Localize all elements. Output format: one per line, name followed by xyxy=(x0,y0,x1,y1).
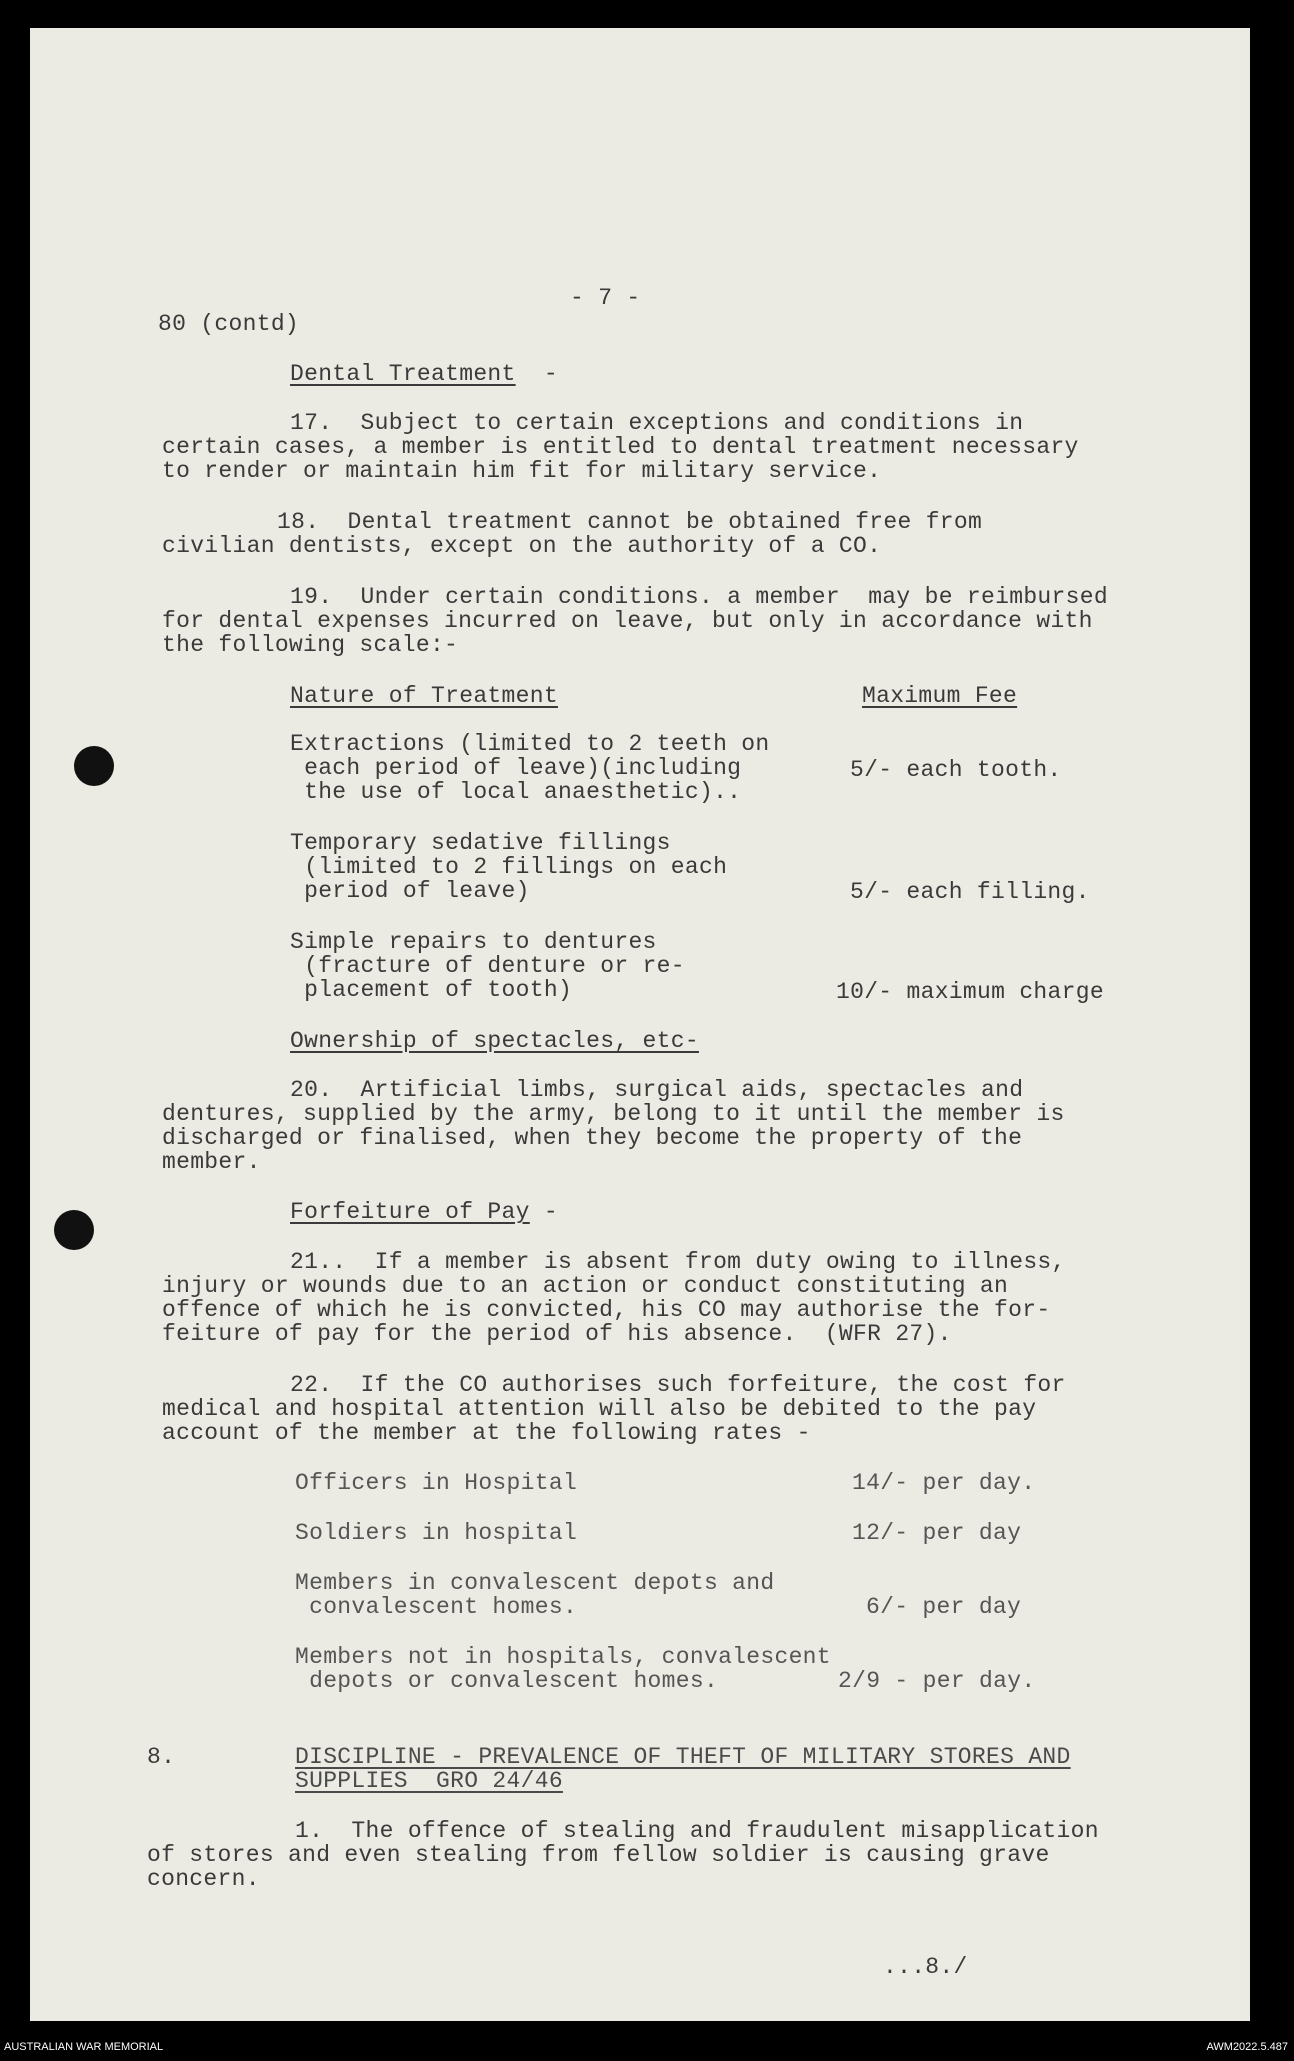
para21-line-2: injury or wounds due to an action or conduct constituting an xyxy=(162,1273,1009,1299)
footer-reference: AWM2022.5.487 xyxy=(1206,2041,1288,2053)
para19-line-1: 19. Under certain conditions. a member may be reimbursed xyxy=(290,584,1108,610)
para8-1-line-3: concern. xyxy=(147,1866,260,1892)
dental-treatment-heading-dash: - xyxy=(543,361,558,387)
para17-line-1: 17. Subject to certain exceptions and conditions in xyxy=(290,410,1024,436)
para18-line-1: 18. Dental treatment cannot be obtained free from xyxy=(277,509,983,535)
para21-line-3: offence of which he is convicted, his CO may authorise the for- xyxy=(162,1297,1051,1323)
ownership-heading: Ownership of spectacles, etc- xyxy=(290,1028,699,1054)
treatment-row-2-line-1: Temporary sedative fillings xyxy=(290,830,671,856)
rate-row-4-value: 2/9 - per day. xyxy=(838,1668,1036,1694)
table-header-treatment: Nature of Treatment xyxy=(290,683,558,709)
rate-row-3-label-1: Members in convalescent depots and xyxy=(295,1570,775,1596)
dental-treatment-heading-text: Dental Treatment xyxy=(290,361,516,387)
para22-line-3: account of the member at the following rates - xyxy=(162,1420,811,1446)
section-continued-label: 80 (contd) xyxy=(158,311,300,337)
dental-treatment-heading xyxy=(290,362,558,387)
rate-row-3-label-2: convalescent homes. xyxy=(295,1594,578,1620)
para8-1-line-2: of stores and even stealing from fellow soldier is causing grave xyxy=(147,1842,1050,1868)
footer-institution: AUSTRALIAN WAR MEMORIAL xyxy=(4,2041,164,2053)
para21-line-1: 21.. If a member is absent from duty owing to illness, xyxy=(290,1249,1066,1275)
treatment-row-3-line-2: (fracture of denture or re- xyxy=(290,953,685,979)
para19-line-3: the following scale:- xyxy=(162,632,459,658)
table-header-fee: Maximum Fee xyxy=(862,683,1018,709)
para20-line-3: discharged or finalised, when they become the property of the xyxy=(162,1125,1023,1151)
rate-row-4-label-2: depots or convalescent homes. xyxy=(295,1668,719,1694)
forfeiture-heading-dash: - xyxy=(543,1199,558,1225)
rate-row-1-label: Officers in Hospital xyxy=(295,1470,578,1496)
treatment-row-2-line-3: period of leave) xyxy=(290,878,530,904)
para8-1-line-1: 1. The offence of stealing and fraudulent misapplication xyxy=(295,1818,1099,1844)
treatment-row-2-fee: 5/- each filling. xyxy=(850,879,1090,905)
para20-line-1: 20. Artificial limbs, surgical aids, spectacles and xyxy=(290,1077,1024,1103)
treatment-row-3-fee: 10/- maximum charge xyxy=(836,979,1104,1005)
treatment-row-1-line-2: each period of leave)(including xyxy=(290,755,742,781)
forfeiture-heading xyxy=(290,1200,558,1225)
para22-line-1: 22. If the CO authorises such forfeiture, the cost for xyxy=(290,1372,1066,1398)
rate-row-2-label: Soldiers in hospital xyxy=(295,1520,578,1546)
section-8-heading-line-2: SUPPLIES GRO 24/46 xyxy=(295,1768,563,1794)
section-8-heading-line-1: DISCIPLINE - PREVALENCE OF THEFT OF MILITARY STORES AND xyxy=(295,1744,1071,1770)
rate-row-2-value: 12/- per day xyxy=(852,1520,1022,1546)
rate-row-1-value: 14/- per day. xyxy=(852,1470,1036,1496)
rate-row-4-label-1: Members not in hospitals, convalescent xyxy=(295,1644,831,1670)
treatment-row-2-line-2: (limited to 2 fillings on each xyxy=(290,854,728,880)
treatment-row-3-line-1: Simple repairs to dentures xyxy=(290,929,657,955)
para22-line-2: medical and hospital attention will also be debited to the pay xyxy=(162,1396,1037,1422)
para18-line-2: civilian dentists, except on the authority of a CO. xyxy=(162,533,882,559)
punch-hole-top xyxy=(74,746,114,786)
treatment-row-1-fee: 5/- each tooth. xyxy=(850,757,1062,783)
treatment-row-1-line-1: Extractions (limited to 2 teeth on xyxy=(290,731,770,757)
para21-line-4: feiture of pay for the period of his absence. (WFR 27). xyxy=(162,1321,952,1347)
para17-line-2: certain cases, a member is entitled to dental treatment necessary xyxy=(162,434,1079,460)
rate-row-3-value: 6/- per day xyxy=(866,1594,1022,1620)
treatment-row-1-line-3: the use of local anaesthetic).. xyxy=(290,779,742,805)
document-page xyxy=(30,28,1250,2021)
section-8-number: 8. xyxy=(147,1744,176,1770)
forfeiture-heading-text: Forfeiture of Pay xyxy=(290,1199,530,1225)
continuation-marker: ...8./ xyxy=(883,1954,968,1980)
page-number: - 7 - xyxy=(570,285,641,311)
para20-line-2: dentures, supplied by the army, belong to it until the member is xyxy=(162,1101,1065,1127)
punch-hole-bottom xyxy=(54,1210,94,1250)
treatment-row-3-line-3: placement of tooth) xyxy=(290,977,573,1003)
para17-line-3: to render or maintain him fit for military service. xyxy=(162,458,882,484)
para19-line-2: for dental expenses incurred on leave, but only in accordance with xyxy=(162,608,1093,634)
para20-line-4: member. xyxy=(162,1149,261,1175)
